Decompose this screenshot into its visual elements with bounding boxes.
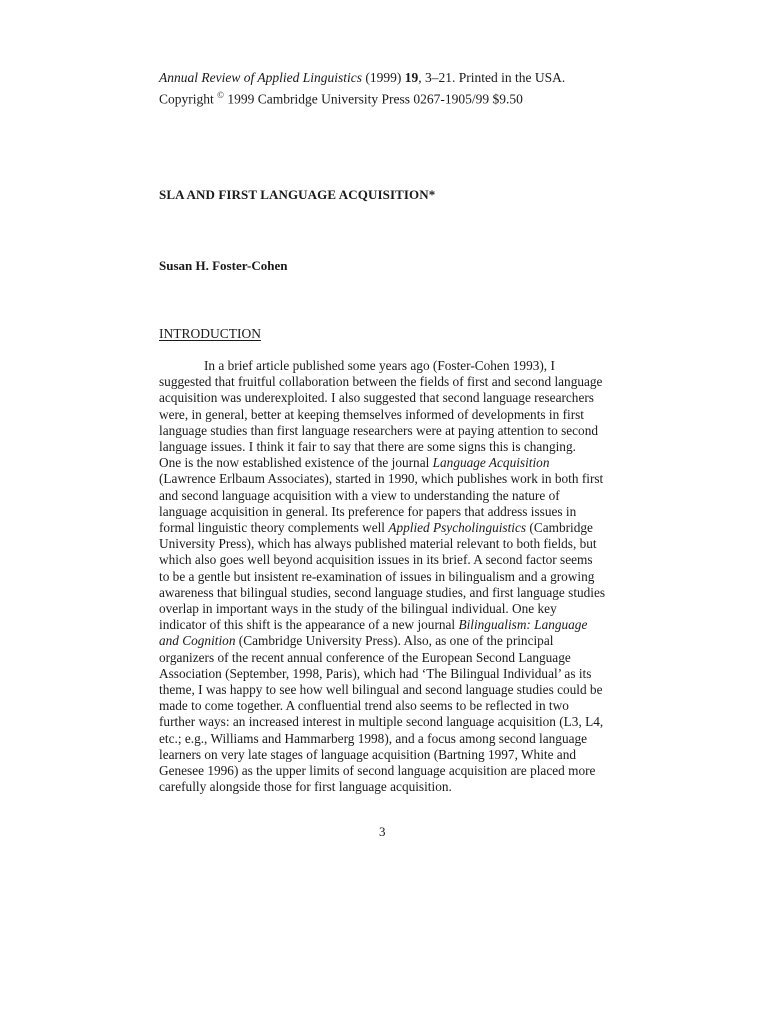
paragraph-text: (Cambridge <box>526 520 593 536</box>
paragraph-line <box>159 455 619 471</box>
paragraph-text: indicator of this shift is the appearance of a new journal <box>159 617 459 633</box>
journal-name: Annual Review of Applied Linguistics <box>159 70 362 85</box>
copyright-line <box>159 87 565 108</box>
paragraph-line: (Lawrence Erlbaum Associates), started in 1990, which publishes work in both first <box>159 471 604 487</box>
journal-title-applied-psycholinguistics: Applied Psycholinguistics <box>388 520 527 536</box>
copyright-word: Copyright <box>159 91 218 106</box>
paragraph-line: language studies than first language researchers were at paying attention to second <box>159 422 599 438</box>
journal-year: (1999) <box>361 70 405 85</box>
paragraph-line: etc.; e.g., Williams and Hammarberg 1998), and a focus among second language <box>159 730 588 746</box>
paragraph-line: Association (September, 1998, Paris), which had ‘The Bilingual Individual’ as its <box>159 665 592 681</box>
article-title: SLA AND FIRST LANGUAGE ACQUISITION* <box>159 187 436 202</box>
journal-volume: 19 <box>404 70 419 85</box>
paragraph-line: which also goes well beyond acquisition issues in its brief. A second factor seems <box>159 552 593 568</box>
paragraph-line: carefully alongside those for first language acquisition. <box>159 779 452 795</box>
paragraph-line <box>159 633 619 649</box>
paragraph-line: further ways: an increased interest in multiple second language acquisition (L3, L4, <box>159 714 604 730</box>
paragraph-line: and second language acquisition with a view to understanding the nature of <box>159 487 560 503</box>
copyright-rest: 1999 Cambridge University Press 0267-1905/99 $9.50 <box>223 91 523 106</box>
body-paragraph <box>159 358 619 795</box>
paragraph-text: formal linguistic theory complements well <box>159 520 389 536</box>
paragraph-line: In a brief article published some years ago (Foster-Cohen 1993), I <box>204 358 555 373</box>
journal-title-bilingualism: Bilingualism: Language <box>458 617 588 633</box>
paragraph-line <box>159 520 619 536</box>
journal-title-bilingualism-cont: and Cognition <box>159 633 236 649</box>
paragraph-line: suggested that fruitful collaboration between the fields of first and second language <box>159 374 603 390</box>
paragraph-line: were, in general, better at keeping themselves informed of developments in first <box>159 406 584 422</box>
journal-title-language-acquisition: Language Acquisition <box>432 455 550 471</box>
journal-pages: , 3–21. Printed in the USA. <box>418 70 566 85</box>
paragraph-line: language issues. I think it fair to say that there are some signs this is changing. <box>159 439 576 455</box>
paragraph-line: overlap in important ways in the study of the bilingual individual. One key <box>159 601 557 617</box>
paragraph-line: made to come together. A confluential trend also seems to be reflected in two <box>159 698 569 714</box>
copyright-symbol: © <box>217 89 224 100</box>
paragraph-text: One is the now established existence of the journal <box>159 455 433 471</box>
author-name: Susan H. Foster-Cohen <box>159 258 288 273</box>
journal-header <box>159 70 565 108</box>
paragraph-line: to be a gentle but insistent re-examination of issues in bilingualism and a growing <box>159 568 595 584</box>
paragraph-line <box>159 617 619 633</box>
citation-line <box>159 70 565 87</box>
page-number: 3 <box>379 824 386 839</box>
section-heading: INTRODUCTION <box>159 326 261 341</box>
paragraph-line: awareness that bilingual studies, second language studies, and first language studies <box>159 584 606 600</box>
paragraph-line: acquisition was underexploited. I also suggested that second language researchers <box>159 390 594 406</box>
paragraph-text: (Cambridge University Press). Also, as one of the principal <box>235 633 554 649</box>
paragraph-line: learners on very late stages of language acquisition (Bartning 1997, White and <box>159 746 577 762</box>
paragraph-line: Genesee 1996) as the upper limits of second language acquisition are placed more <box>159 763 596 779</box>
paragraph-line: theme, I was happy to see how well bilingual and second language studies could be <box>159 682 603 698</box>
paragraph-line: language acquisition in general. Its preference for papers that address issues in <box>159 503 577 519</box>
paragraph-line: organizers of the recent annual conference of the European Second Language <box>159 649 571 665</box>
paragraph-line: University Press), which has always published material relevant to both fields, but <box>159 536 597 552</box>
